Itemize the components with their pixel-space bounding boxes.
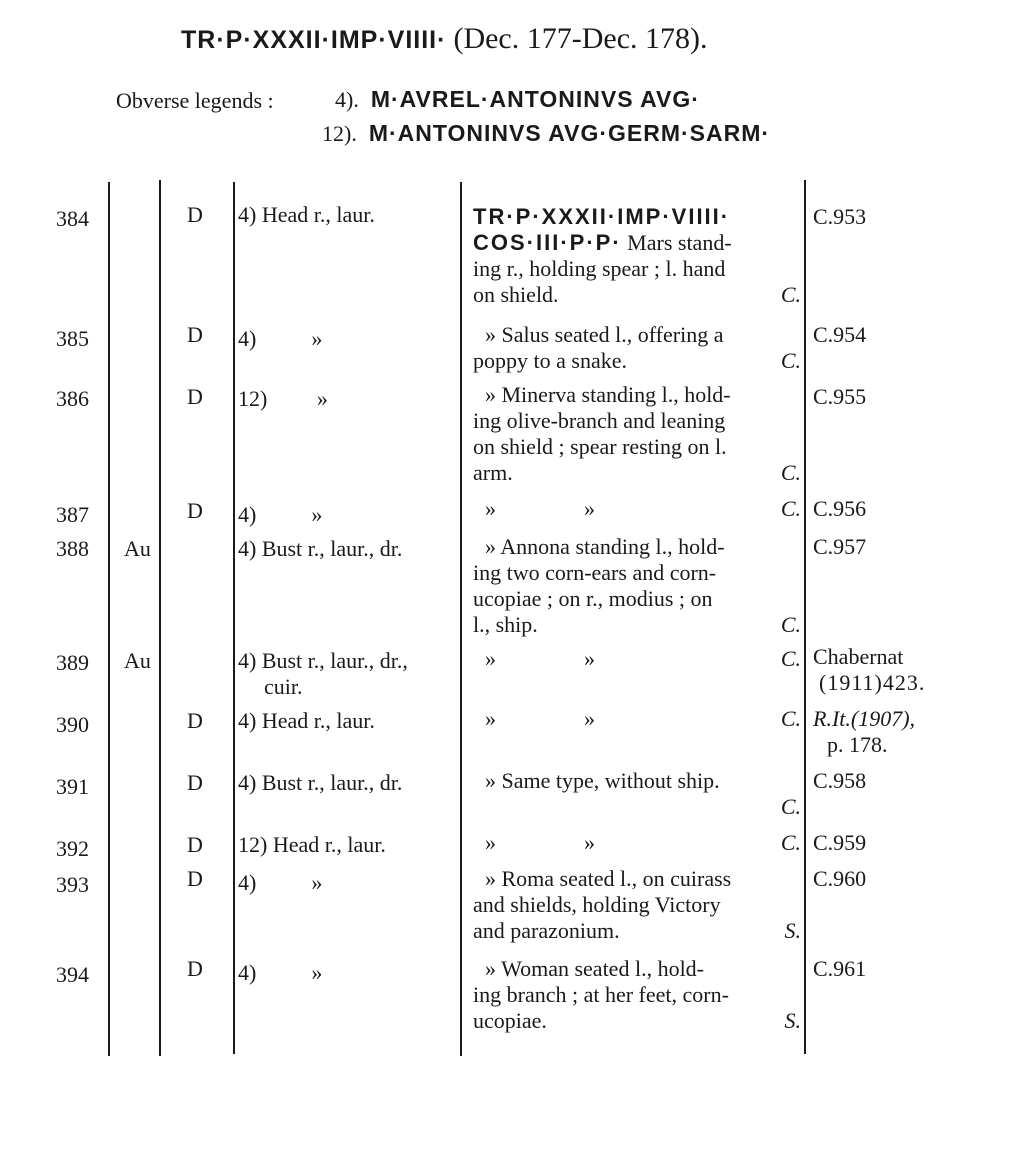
- reverse-text-line: » Same type, without ship.: [485, 768, 720, 793]
- catalogue-number: 393: [56, 872, 89, 897]
- obverse-legend-2-text: M·ANTONINVS AVG·GERM·SARM·: [368, 120, 771, 146]
- reverse-text-line: » »: [485, 830, 595, 855]
- denomination: D: [187, 202, 203, 227]
- reverse-description: [473, 768, 801, 820]
- rarity: C.: [780, 646, 801, 671]
- reverse-text-line: » Salus seated l., offering a: [485, 322, 724, 347]
- reverse-text-line: ing r., holding spear ; l. hand: [473, 256, 726, 281]
- denomination: D: [187, 866, 203, 891]
- denomination: D: [187, 832, 203, 857]
- catalogue-number: 392: [56, 836, 89, 861]
- reverse-description: [473, 866, 801, 944]
- rarity: C.: [780, 348, 801, 373]
- reverse-text-line: » »: [485, 706, 595, 731]
- reverse-text-line: » Annona standing l., hold-: [485, 534, 725, 559]
- reverse-description: [473, 322, 801, 374]
- catalogue-number: 388: [56, 536, 89, 561]
- reverse-text-line: ing olive-branch and leaning: [473, 408, 726, 433]
- reverse-text-line: » Roma seated l., on cuirass: [485, 866, 732, 891]
- rarity: S.: [784, 918, 801, 943]
- reverse-text-line: Mars stand-: [627, 230, 732, 255]
- obverse-description: 4) »: [238, 870, 323, 895]
- reverse-text-line: and parazonium.: [473, 918, 620, 943]
- reference: C.954: [813, 322, 867, 347]
- reverse-legend-2: COS·III·P·P·: [473, 230, 622, 255]
- reverse-text-line: on shield.: [473, 282, 559, 307]
- obverse-description: 4) Head r., laur.: [238, 708, 375, 733]
- denomination: D: [187, 498, 203, 523]
- reference-line: (1911)423.: [819, 670, 926, 695]
- column-rule: [159, 180, 161, 1056]
- obverse-description: 4) Head r., laur.: [238, 202, 375, 227]
- reverse-legend: TR·P·XXXII·IMP·VIIII·: [473, 204, 731, 229]
- reference: C.957: [813, 534, 867, 559]
- obverse-legend-1: [335, 86, 700, 113]
- reference: C.955: [813, 384, 867, 409]
- catalogue-number: 386: [56, 386, 89, 411]
- reference-line: Chabernat: [813, 644, 904, 669]
- metal: Au: [124, 536, 151, 561]
- reverse-text-line: l., ship.: [473, 612, 538, 637]
- obverse-legend-1-text: M·AVREL·ANTONINVS AVG·: [370, 86, 700, 112]
- obverse-legend-2: [322, 120, 770, 147]
- catalogue-number: 387: [56, 502, 89, 527]
- obverse-description: 4) Bust r., laur., dr.: [238, 536, 403, 561]
- reference: C.956: [813, 496, 867, 521]
- reference-line: p. 178.: [827, 732, 888, 757]
- reverse-description: [473, 706, 801, 732]
- reverse-text-line: » »: [485, 496, 595, 521]
- obverse-description: [238, 648, 408, 700]
- catalogue-number: 391: [56, 774, 89, 799]
- metal: Au: [124, 648, 151, 673]
- rarity: S.: [784, 1008, 801, 1033]
- obverse-label: Obverse legends :: [116, 88, 274, 113]
- rarity: C.: [780, 282, 801, 307]
- heading-legend: TR·P·XXXII·IMP·VIIII·: [181, 26, 447, 54]
- reverse-description: [473, 382, 801, 486]
- obverse-description: 12) Head r., laur.: [238, 832, 386, 857]
- rarity: C.: [780, 496, 801, 521]
- column-rule: [108, 182, 110, 1056]
- reverse-text-line: » »: [485, 646, 595, 671]
- reverse-description: [473, 534, 801, 638]
- denomination: D: [187, 708, 203, 733]
- denomination: D: [187, 770, 203, 795]
- rarity: C.: [780, 612, 801, 637]
- obverse-legend-1-num: 4).: [335, 87, 359, 112]
- rarity: C.: [780, 794, 801, 819]
- reverse-description: [473, 956, 801, 1034]
- reference: [813, 706, 915, 758]
- obverse-description: 12) »: [238, 386, 328, 411]
- reference: C.958: [813, 768, 867, 793]
- reference-line: R.It.(1907),: [813, 706, 916, 731]
- rarity: C.: [780, 706, 801, 731]
- obverse-description: 4) »: [238, 502, 323, 527]
- catalogue-number: 390: [56, 712, 89, 737]
- reverse-description: [473, 204, 801, 308]
- obverse-legend-2-num: 12).: [322, 121, 357, 146]
- reference: [813, 644, 925, 696]
- page-heading: [181, 22, 708, 56]
- reverse-text-line: » Woman seated l., hold-: [485, 956, 705, 981]
- reverse-description: [473, 496, 801, 522]
- obverse-description: 4) »: [238, 326, 323, 351]
- reverse-text-line: ucopiae ; on r., modius ; on: [473, 586, 713, 611]
- obverse-description: 4) »: [238, 960, 323, 985]
- heading-dates: (Dec. 177-Dec. 178).: [453, 22, 708, 55]
- column-rule: [460, 182, 462, 1056]
- reverse-description: [473, 830, 801, 856]
- catalogue-number: 385: [56, 326, 89, 351]
- column-rule: [233, 182, 235, 1054]
- obverse-line: cuir.: [264, 674, 303, 699]
- reverse-text-line: arm.: [473, 460, 513, 485]
- obverse-line: 4) Bust r., laur., dr.,: [238, 648, 408, 673]
- reverse-text-line: » Minerva standing l., hold-: [485, 382, 731, 407]
- catalogue-number: 384: [56, 206, 89, 231]
- denomination: D: [187, 384, 203, 409]
- reverse-text-line: ucopiae.: [473, 1008, 547, 1033]
- obverse-description: 4) Bust r., laur., dr.: [238, 770, 403, 795]
- denomination: D: [187, 956, 203, 981]
- reverse-text-line: ing two corn-ears and corn-: [473, 560, 717, 585]
- catalogue-number: 389: [56, 650, 89, 675]
- denomination: D: [187, 322, 203, 347]
- catalogue-number: 394: [56, 962, 89, 987]
- reverse-text-line: on shield ; spear resting on l.: [473, 434, 727, 459]
- reference: C.953: [813, 204, 867, 229]
- column-rule: [804, 180, 806, 1054]
- reference: C.961: [813, 956, 867, 981]
- reference: C.959: [813, 830, 867, 855]
- reverse-text-line: and shields, holding Victory: [473, 892, 721, 917]
- rarity: C.: [780, 830, 801, 855]
- reverse-description: [473, 646, 801, 672]
- reference: C.960: [813, 866, 867, 891]
- rarity: C.: [780, 460, 801, 485]
- reverse-text-line: ing branch ; at her feet, corn-: [473, 982, 729, 1007]
- reverse-text-line: poppy to a snake.: [473, 348, 627, 373]
